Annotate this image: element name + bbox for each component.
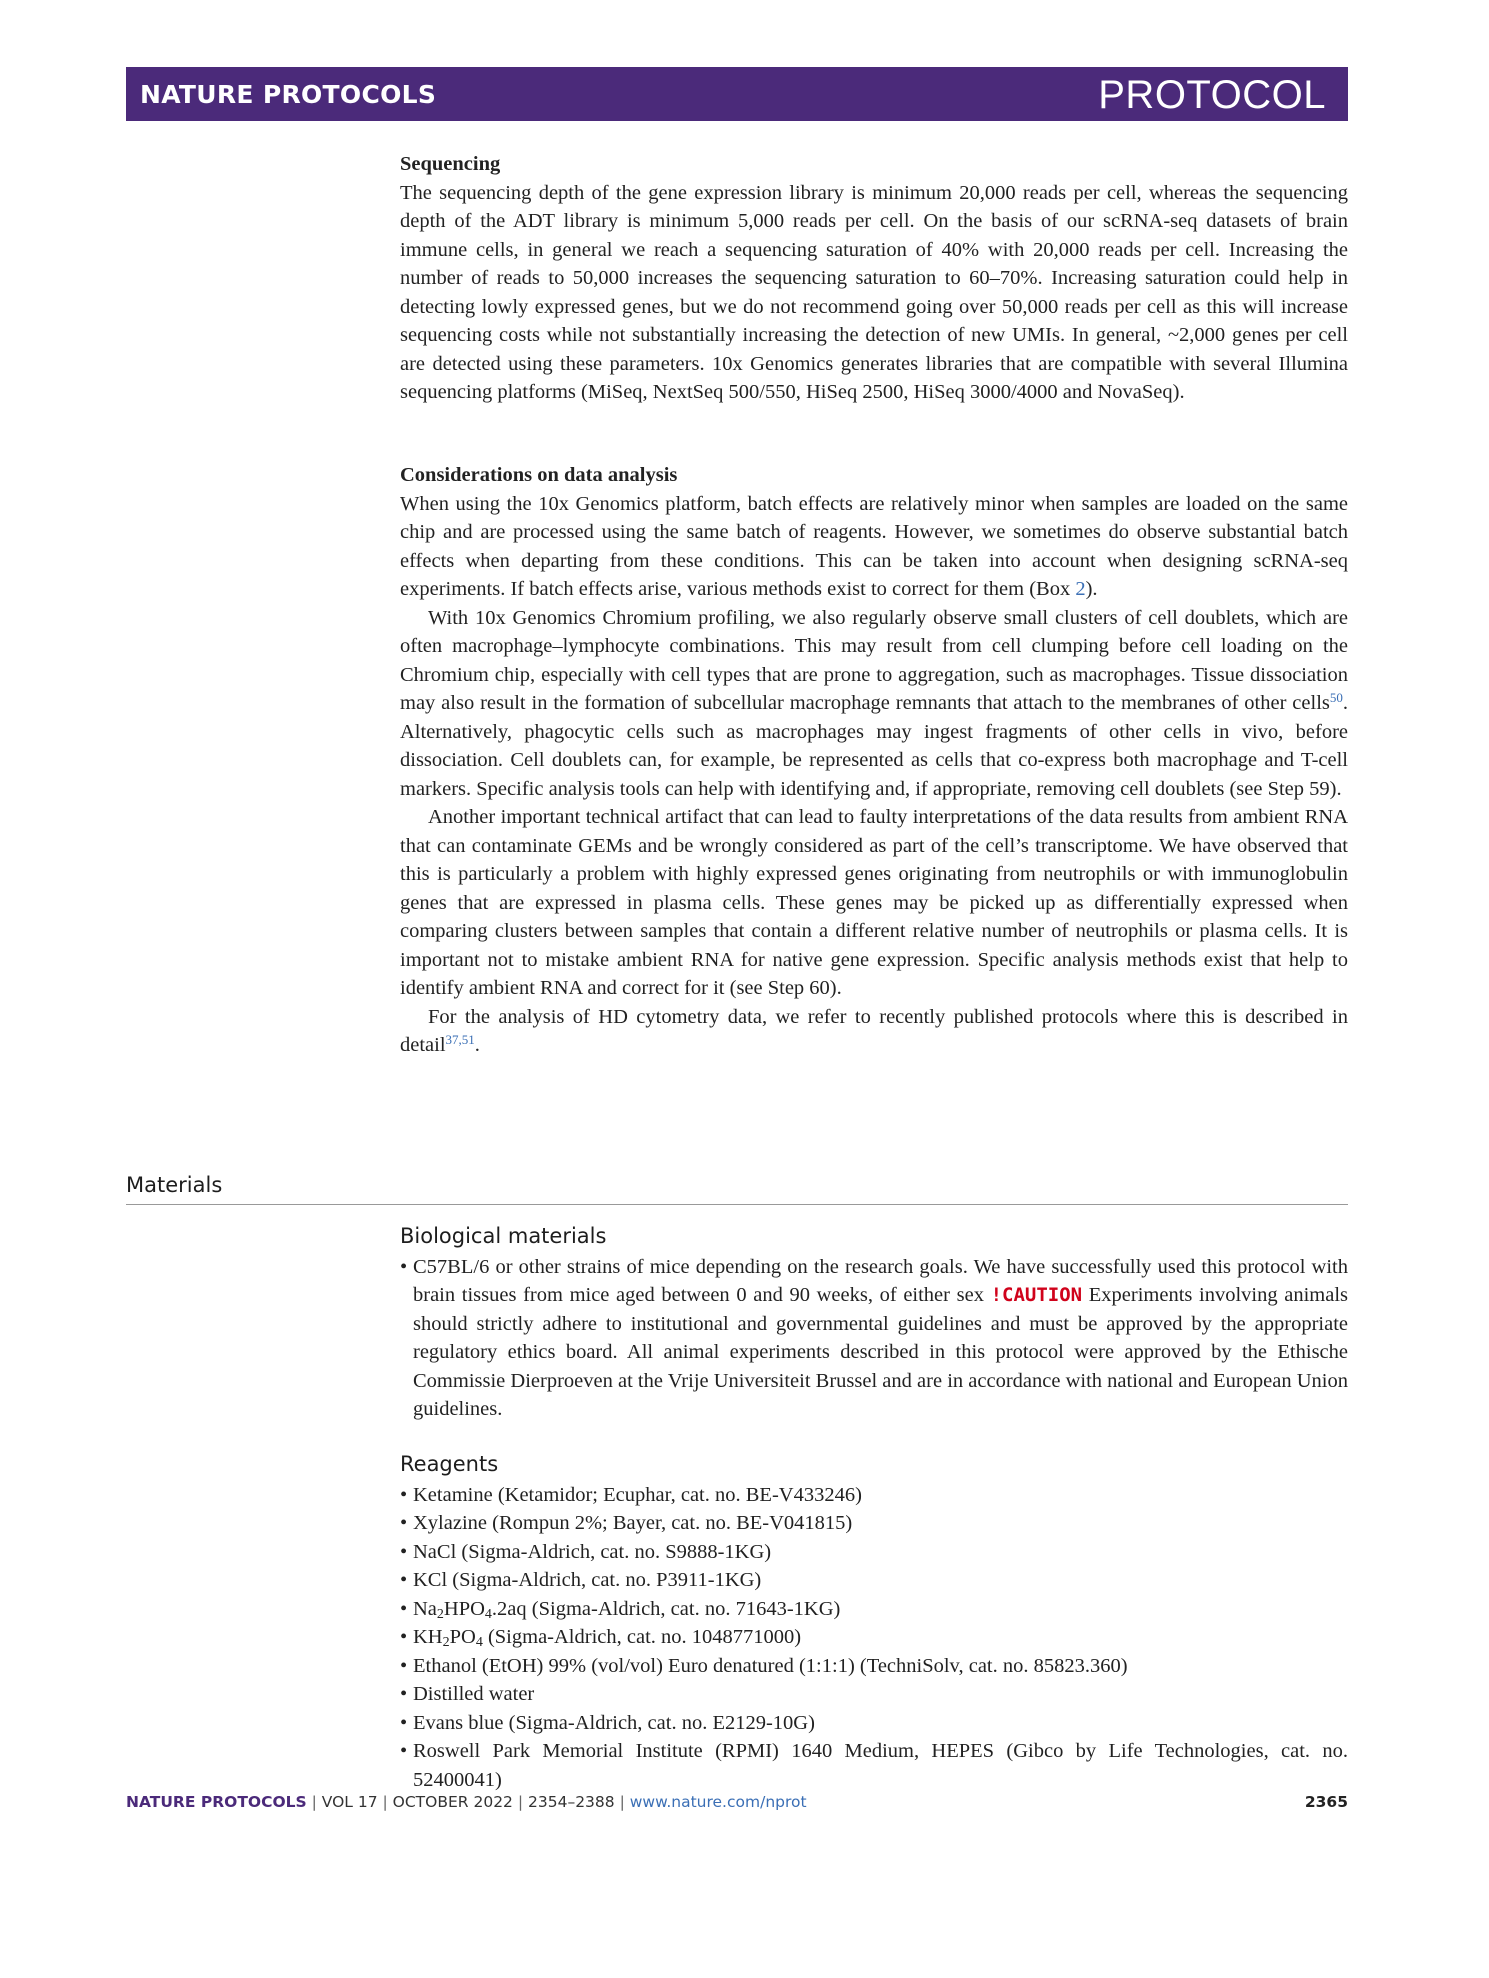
list-item <box>400 1623 1348 1652</box>
list-item: • Ethanol (EtOH) 99% (vol/vol) Euro denatured (1:1:1) (TechniSolv, cat. no. 85823.360) <box>400 1652 1348 1681</box>
journal-banner <box>126 67 1348 121</box>
page-footer: NATURE PROTOCOLS | VOL 17 | OCTOBER 2022 | 2354–2388 | www.nature.com/nprot 2365 <box>126 1793 1348 1811</box>
subscript: 2 <box>436 1606 444 1622</box>
bio-item-text-b: Experiments involving animals should strictly adhere to institutional and governmental guidelines and must be approved by the appropriate regulatory ethics board. All animal experiments described in this protocol were approved by the Ethische Commissie Dierproeven at the Vrije Universiteit Brussel and are in accordance with national and European Union guidelines. <box>413 1284 1348 1420</box>
analysis-p4-text-a: For the analysis of HD cytometry data, we refer to recently published protocols where this is described in detail <box>400 1005 1348 1056</box>
list-item: • Distilled water <box>400 1680 1348 1709</box>
biological-materials-list <box>400 1253 1348 1424</box>
footer-pages: 2354–2388 <box>528 1793 615 1811</box>
footer-url-link[interactable]: www.nature.com/nprot <box>629 1793 807 1811</box>
analysis-p2-text-b: . Alternatively, phagocytic cells such as macrophages may ingest fragments of other cells in vivo, before dissociation. Cell doublets can, for example, be represented as cells that co-express both macrophage and T-cell markers. Specific analysis tools can help with identifying and, if appropriate, removing cell doublets (see Step 59). <box>400 692 1348 800</box>
kh2po4-part: KH <box>413 1626 443 1648</box>
subscript: 4 <box>484 1606 492 1622</box>
analysis-paragraph-4 <box>400 1003 1348 1060</box>
sequencing-paragraph: The sequencing depth of the gene expression library is minimum 20,000 reads per cell, whereas the sequencing depth of the ADT library is minimum 5,000 reads per cell. On the basis of our scRNA-seq datasets of brain immune cells, in general we reach a sequencing saturation of 40% with 20,000 reads per cell. Increasing the number of reads to 50,000 increases the sequencing saturation to 60–70%. Increasing saturation could help in detecting lowly expressed genes, but we do not recommend going over 50,000 reads per cell as this will increase sequencing costs while not substantially increasing the detection of new UMIs. In general, ~2,000 genes per cell are detected using these parameters. 10x Genomics generates libraries that are compatible with several Illumina sequencing platforms (MiSeq, NextSeq 500/550, HiSeq 2500, HiSeq 3000/4000 and NovaSeq). <box>400 181 1348 403</box>
subscript: 4 <box>475 1635 483 1650</box>
section-reagents <box>400 1450 1348 1794</box>
list-item: • KCl (Sigma-Aldrich, cat. no. P3911-1KG) <box>400 1566 1348 1595</box>
analysis-paragraph-3: Another important technical artifact that can lead to faulty interpretations of the data results from ambient RNA that can contaminate GEMs and be wrongly considered as part of the cell’s transcriptome. We have observed that this is particularly a problem with highly expressed genes originating from neutrophils or with immunoglobulin genes that are expressed in plasma cells. These genes may be picked up as differentially expressed when comparing clusters between samples that contain a different relative number of neutrophils or plasma cells. It is important not to mistake ambient RNA for native gene expression. Specific analysis methods exist that help to identify ambient RNA and correct for it (see Step 60). <box>400 806 1348 999</box>
analysis-p4-text-b: . <box>474 1034 480 1056</box>
footer-date: OCTOBER 2022 <box>392 1793 513 1811</box>
section-biological-materials <box>400 1222 1348 1424</box>
list-item: • Roswell Park Memorial Institute (RPMI) 1640 Medium, HEPES (Gibco by Life Technologies, cat. no. 52400041) <box>400 1737 1348 1794</box>
footer-journal: NATURE PROTOCOLS <box>126 1793 307 1811</box>
subscript: 2 <box>442 1635 450 1650</box>
reference-37-51-link[interactable]: 37,51 <box>445 1032 475 1047</box>
analysis-p1-text-a: When using the 10x Genomics platform, batch effects are relatively minor when samples are loaded on the same chip and are processed using the same batch of reagents. However, we sometimes do observe substantial batch effects when departing from these conditions. This can be taken into account when designing scRNA-seq experiments. If batch effects arise, various methods exist to correct for them (Box <box>400 492 1348 600</box>
footer-volume: VOL 17 <box>321 1793 378 1811</box>
list-item <box>400 1253 1348 1424</box>
analysis-p2-text-a: With 10x Genomics Chromium profiling, we also regularly observe small clusters of cell doublets, which are often macrophage–lymphocyte combinations. This may result from cell clumping before cell loading on the Chromium chip, especially with cell types that are prone to aggregation, such as macrophages. Tissue dissociation may also result in the formation of subcellular macrophage remnants that attach to the membranes of other cells <box>400 606 1348 714</box>
analysis-paragraph-2 <box>400 604 1348 804</box>
analysis-paragraph-1 <box>400 490 1348 604</box>
na2hpo4-part: Na <box>413 1597 437 1620</box>
analysis-p1-text-b: ). <box>1085 578 1098 600</box>
materials-divider <box>126 1204 1348 1205</box>
list-item: • Xylazine (Rompun 2%; Bayer, cat. no. BE-V041815) <box>400 1509 1348 1538</box>
list-item: • NaCl (Sigma-Aldrich, cat. no. S9888-1KG) <box>400 1538 1348 1567</box>
list-item: • Evans blue (Sigma-Aldrich, cat. no. E2129-10G) <box>400 1709 1348 1738</box>
page-number: 2365 <box>1304 1793 1348 1811</box>
section-data-analysis <box>400 461 1348 1060</box>
reagents-list <box>400 1481 1348 1795</box>
section-sequencing <box>400 150 1348 407</box>
list-item: • Ketamine (Ketamidor; Ecuphar, cat. no. BE-V433246) <box>400 1481 1348 1510</box>
reagents-heading: Reagents <box>400 1452 499 1476</box>
list-item <box>400 1595 1348 1624</box>
na2hpo4-part: HPO <box>443 1597 485 1620</box>
caution-label: !CAUTION <box>990 1284 1083 1306</box>
na2hpo4-part: .2aq (Sigma-Aldrich, cat. no. 71643-1KG) <box>491 1597 841 1620</box>
kh2po4-part: (Sigma-Aldrich, cat. no. 1048771000) <box>482 1626 802 1648</box>
sequencing-heading: Sequencing <box>400 153 501 175</box>
reference-50-link[interactable]: 50 <box>1329 690 1343 705</box>
biological-materials-heading: Biological materials <box>400 1224 607 1248</box>
journal-name: NATURE PROTOCOLS <box>140 80 437 109</box>
data-analysis-heading: Considerations on data analysis <box>400 464 678 486</box>
kh2po4-part: PO <box>449 1626 476 1648</box>
article-type: PROTOCOL <box>1098 73 1326 117</box>
box-2-link[interactable]: 2 <box>1075 578 1086 600</box>
bio-item-text-a: C57BL/6 or other strains of mice depending on the research goals. We have successfully used this protocol with brain tissues from mice aged between 0 and 90 weeks, of either sex <box>413 1255 1348 1306</box>
materials-heading: Materials <box>126 1173 223 1197</box>
